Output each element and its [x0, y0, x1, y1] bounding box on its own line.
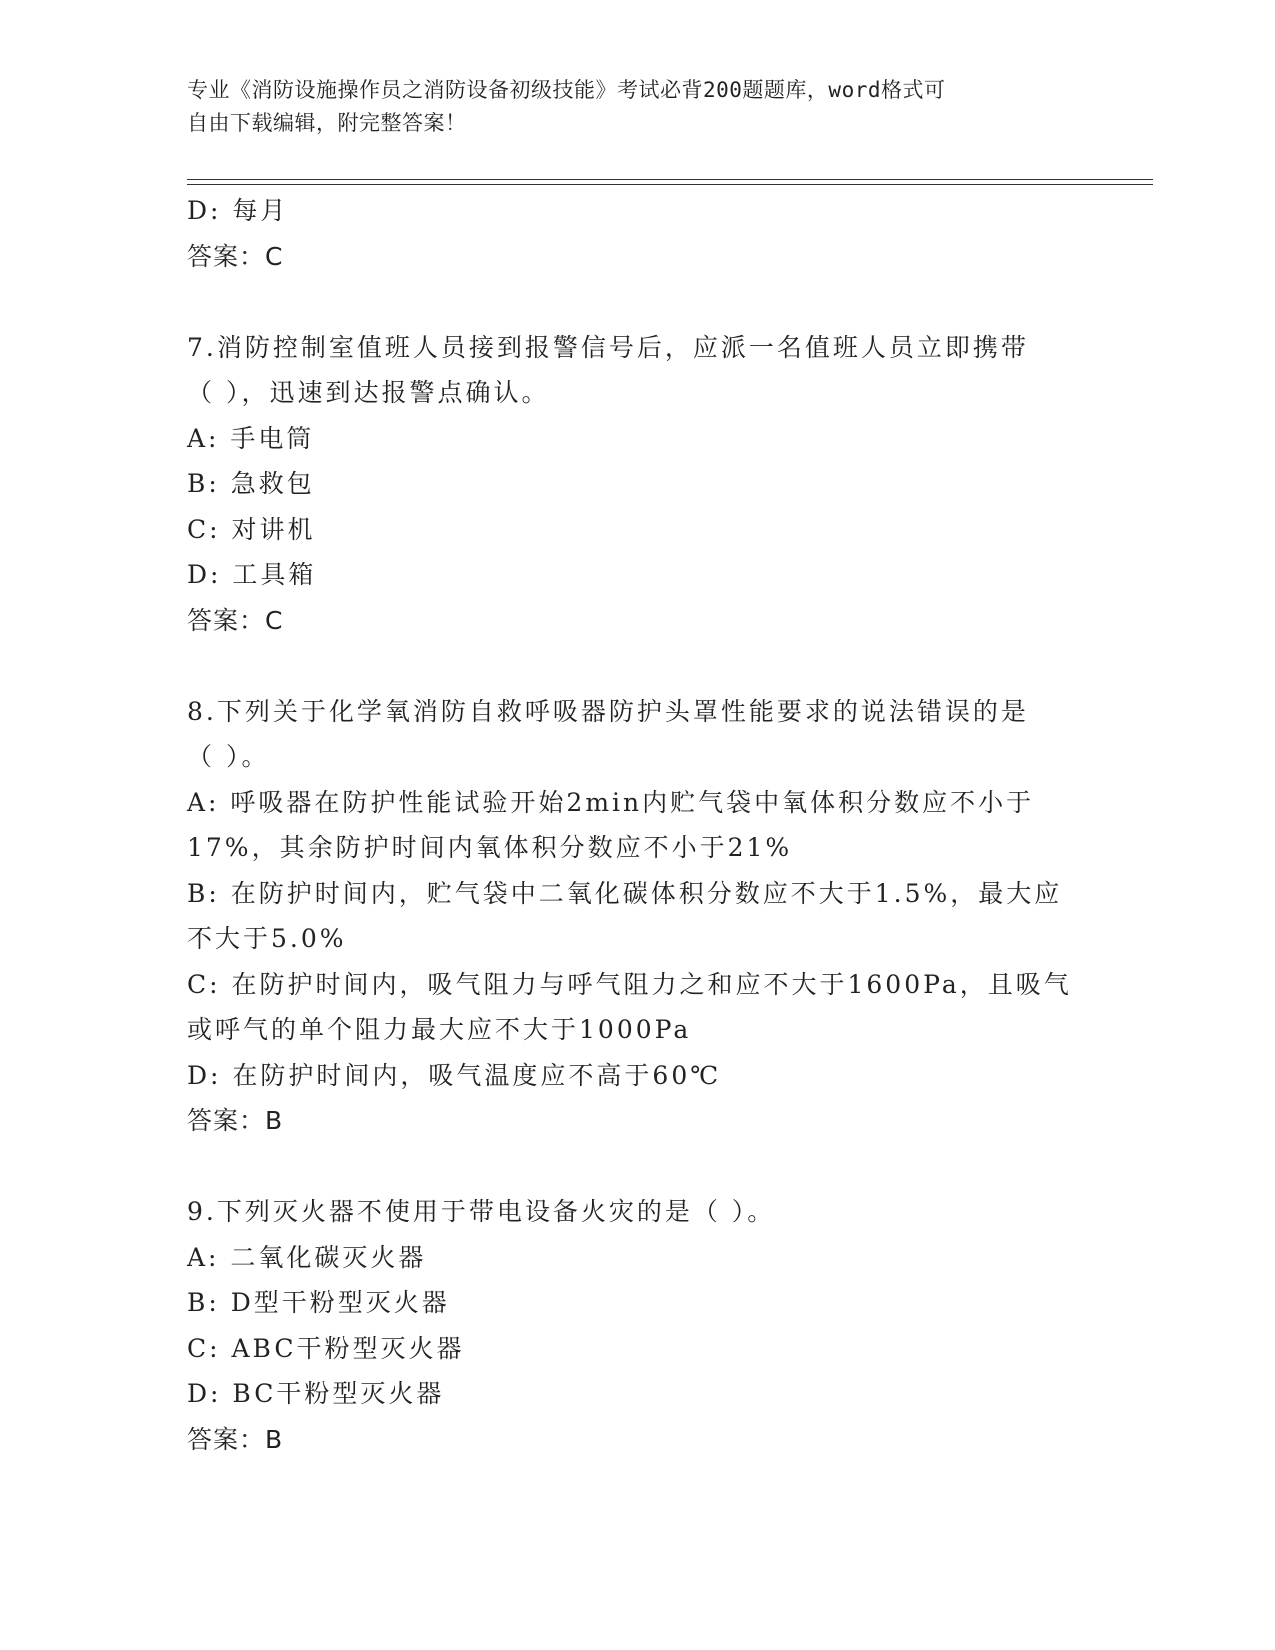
option-d: D: BC干粉型灭火器: [187, 1379, 445, 1408]
question-text-line1: 8.下列关于化学氧消防自救呼吸器防护头罩性能要求的说法错误的是: [187, 696, 1029, 726]
option-a: A: 手电筒: [187, 423, 315, 453]
option-c: C: ABC干粉型灭火器: [187, 1333, 465, 1363]
question-text-line2: （ ）。: [187, 742, 270, 771]
option-b: B: D型干粉型灭火器: [187, 1288, 450, 1317]
option-c-line2: 或呼气的单个阻力最大应不大于1000Pa: [187, 1015, 692, 1044]
spacer: [187, 643, 1087, 689]
question-8: [187, 689, 1087, 1144]
question-9: [187, 1189, 1087, 1462]
option-d: D: 工具箱: [187, 560, 317, 589]
option-b: B: 急救包: [187, 469, 315, 498]
answer-line: 答案：B: [187, 1106, 284, 1135]
option-c: C: 对讲机: [187, 514, 316, 544]
option-a-line1: A: 呼吸器在防护性能试验开始2min内贮气袋中氧体积分数应不小于: [187, 787, 1035, 817]
option-a: A: 二氧化碳灭火器: [187, 1242, 427, 1272]
answer-line: 答案：C: [187, 605, 284, 635]
header-divider-bottom: [187, 184, 1153, 185]
question-text-line1: 9.下列灭火器不使用于带电设备火灾的是（ ）。: [187, 1197, 776, 1226]
option-b-line2: 不大于5.0%: [187, 924, 347, 953]
spacer: [187, 1144, 1087, 1190]
question-7: [187, 325, 1087, 644]
spacer: [187, 279, 1087, 325]
question-list: [187, 188, 1087, 1462]
question-text-line2: （ ），迅速到达报警点确认。: [187, 378, 550, 407]
question-text-line1: 7.消防控制室值班人员接到报警信号后，应派一名值班人员立即携带: [187, 332, 1029, 362]
option-d: D: 每月: [187, 196, 289, 225]
answer-line: 答案：C: [187, 241, 284, 271]
answer-line: 答案：B: [187, 1424, 284, 1454]
option-b-line1: B: 在防护时间内，贮气袋中二氧化碳体积分数应不大于1.5%，最大应: [187, 878, 1063, 908]
page-header: [187, 74, 1067, 140]
header-divider-top: [187, 179, 1153, 180]
option-c-line1: C: 在防护时间内，吸气阻力与呼气阻力之和应不大于1600Pa，且吸气: [187, 969, 1072, 999]
option-a-line2: 17%，其余防护时间内氧体积分数应不小于21%: [187, 833, 793, 862]
question-6-tail: [187, 188, 1087, 279]
header-title-line1: 专业《消防设施操作员之消防设备初级技能》考试必背200题题库，word格式可: [187, 78, 946, 102]
option-d: D: 在防护时间内，吸气温度应不高于60℃: [187, 1060, 722, 1090]
header-title-line2: 自由下载编辑，附完整答案！: [187, 111, 467, 135]
